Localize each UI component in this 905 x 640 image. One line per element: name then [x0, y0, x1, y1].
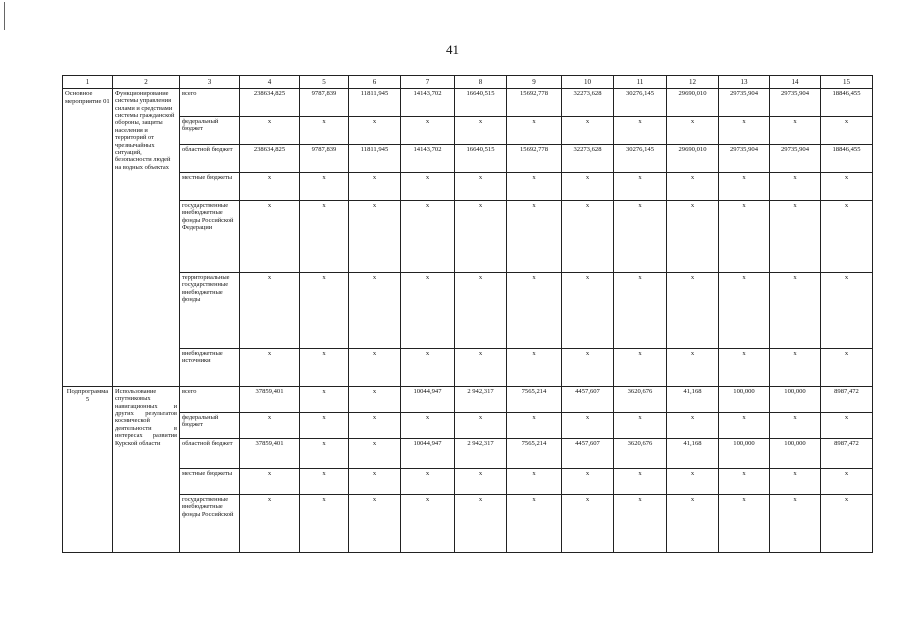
funding-source: федеральный бюджет — [180, 117, 240, 145]
value-cell: х — [562, 117, 614, 145]
value-cell: х — [507, 117, 562, 145]
value-cell: х — [349, 439, 401, 469]
value-cell: х — [349, 173, 401, 201]
value-cell: х — [821, 413, 873, 439]
value-cell: х — [507, 173, 562, 201]
funding-source: внебюджетные источники — [180, 349, 240, 387]
value-cell: х — [614, 495, 667, 553]
column-header-1: 1 — [63, 76, 113, 89]
value-cell: х — [300, 439, 349, 469]
value-cell: х — [562, 273, 614, 349]
table-row — [63, 495, 873, 553]
value-cell: х — [667, 201, 719, 273]
value-cell: х — [300, 117, 349, 145]
value-cell: 29735,904 — [719, 145, 770, 173]
funding-source: всего — [180, 387, 240, 413]
value-cell: 15692,778 — [507, 89, 562, 117]
value-cell: 30276,145 — [614, 89, 667, 117]
value-cell: х — [770, 469, 821, 495]
table-row — [63, 145, 873, 173]
value-cell: х — [719, 469, 770, 495]
value-cell: х — [300, 201, 349, 273]
table-body — [63, 76, 873, 553]
value-cell: 32273,628 — [562, 145, 614, 173]
value-cell: х — [667, 469, 719, 495]
value-cell: х — [507, 349, 562, 387]
value-cell: 41,168 — [667, 387, 719, 413]
funding-table — [62, 75, 873, 553]
value-cell: х — [667, 173, 719, 201]
value-cell: 15692,778 — [507, 145, 562, 173]
value-cell: 16640,515 — [455, 89, 507, 117]
value-cell: х — [349, 117, 401, 145]
value-cell: х — [507, 201, 562, 273]
value-cell: х — [821, 273, 873, 349]
value-cell: х — [770, 495, 821, 553]
column-header-5: 5 — [300, 76, 349, 89]
value-cell: х — [614, 349, 667, 387]
value-cell: х — [401, 469, 455, 495]
table-row — [63, 117, 873, 145]
value-cell: х — [349, 201, 401, 273]
funding-source: местные бюджеты — [180, 469, 240, 495]
value-cell: 9787,839 — [300, 145, 349, 173]
value-cell: х — [300, 173, 349, 201]
column-header-7: 7 — [401, 76, 455, 89]
value-cell: х — [240, 117, 300, 145]
value-cell: 100,000 — [719, 439, 770, 469]
header-row — [63, 76, 873, 89]
funding-source: федеральный бюджет — [180, 413, 240, 439]
value-cell: х — [770, 413, 821, 439]
value-cell: х — [667, 413, 719, 439]
value-cell: 2 942,317 — [455, 439, 507, 469]
page-number: 41 — [446, 42, 459, 57]
table-row — [63, 173, 873, 201]
value-cell: 100,000 — [770, 439, 821, 469]
value-cell: х — [821, 201, 873, 273]
column-header-10: 10 — [562, 76, 614, 89]
value-cell: 8987,472 — [821, 387, 873, 413]
block-code: Подпрограмма 5 — [63, 387, 113, 553]
value-cell: х — [240, 413, 300, 439]
column-header-4: 4 — [240, 76, 300, 89]
value-cell: х — [614, 201, 667, 273]
value-cell: х — [562, 349, 614, 387]
value-cell: х — [667, 349, 719, 387]
value-cell: 4457,607 — [562, 387, 614, 413]
value-cell: х — [401, 413, 455, 439]
value-cell: х — [562, 495, 614, 553]
value-cell: х — [300, 469, 349, 495]
value-cell: 11811,945 — [349, 145, 401, 173]
value-cell: х — [821, 117, 873, 145]
value-cell: 238634,825 — [240, 89, 300, 117]
funding-source: территориальные государственные внебюджетные фонды — [180, 273, 240, 349]
value-cell: х — [455, 273, 507, 349]
value-cell: 14143,702 — [401, 145, 455, 173]
value-cell: х — [821, 469, 873, 495]
table-row — [63, 273, 873, 349]
value-cell: х — [770, 349, 821, 387]
value-cell: х — [667, 273, 719, 349]
value-cell: х — [562, 413, 614, 439]
value-cell: 18846,455 — [821, 89, 873, 117]
value-cell: 7565,214 — [507, 439, 562, 469]
value-cell: х — [455, 495, 507, 553]
value-cell: х — [455, 469, 507, 495]
value-cell: х — [300, 349, 349, 387]
value-cell: 8987,472 — [821, 439, 873, 469]
value-cell: х — [719, 273, 770, 349]
value-cell: 16640,515 — [455, 145, 507, 173]
block-name: Функционирование системы управления силами и средствами системы гражданской обороны, защиты населения и территорий от чрезвычайных ситуаций, безопасности людей на водных объектах — [113, 89, 180, 387]
value-cell: 100,000 — [719, 387, 770, 413]
value-cell: 100,000 — [770, 387, 821, 413]
value-cell: 37859,401 — [240, 387, 300, 413]
value-cell: х — [507, 273, 562, 349]
column-header-12: 12 — [667, 76, 719, 89]
value-cell: х — [240, 495, 300, 553]
column-header-15: 15 — [821, 76, 873, 89]
value-cell: х — [455, 173, 507, 201]
value-cell: х — [349, 495, 401, 553]
value-cell: х — [240, 201, 300, 273]
value-cell: х — [401, 273, 455, 349]
value-cell: 10044,947 — [401, 387, 455, 413]
value-cell: 3620,676 — [614, 387, 667, 413]
value-cell: х — [240, 349, 300, 387]
value-cell: 10044,947 — [401, 439, 455, 469]
value-cell: х — [667, 117, 719, 145]
value-cell: х — [300, 273, 349, 349]
value-cell: 41,168 — [667, 439, 719, 469]
value-cell: х — [770, 201, 821, 273]
value-cell: х — [821, 495, 873, 553]
value-cell: 29735,904 — [770, 145, 821, 173]
table-row — [63, 439, 873, 469]
value-cell: 29690,010 — [667, 145, 719, 173]
value-cell: х — [614, 273, 667, 349]
value-cell: 11811,945 — [349, 89, 401, 117]
funding-source: местные бюджеты — [180, 173, 240, 201]
value-cell: х — [719, 117, 770, 145]
column-header-8: 8 — [455, 76, 507, 89]
value-cell: х — [770, 173, 821, 201]
value-cell: х — [770, 117, 821, 145]
value-cell: 29690,010 — [667, 89, 719, 117]
column-header-2: 2 — [113, 76, 180, 89]
column-header-9: 9 — [507, 76, 562, 89]
column-header-14: 14 — [770, 76, 821, 89]
value-cell: х — [614, 173, 667, 201]
value-cell: 29735,904 — [719, 89, 770, 117]
value-cell: х — [349, 349, 401, 387]
value-cell: х — [667, 495, 719, 553]
value-cell: 3620,676 — [614, 439, 667, 469]
value-cell: х — [300, 495, 349, 553]
value-cell: 238634,825 — [240, 145, 300, 173]
funding-source: государственные внебюджетные фонды Российской Федерации — [180, 201, 240, 273]
value-cell: х — [240, 273, 300, 349]
value-cell: х — [614, 413, 667, 439]
column-header-3: 3 — [180, 76, 240, 89]
funding-source: областной бюджет — [180, 145, 240, 173]
value-cell: 37859,401 — [240, 439, 300, 469]
value-cell: х — [562, 173, 614, 201]
value-cell: х — [719, 495, 770, 553]
block-code: Основное мероприятие 01 — [63, 89, 113, 387]
value-cell: х — [401, 201, 455, 273]
value-cell: 7565,214 — [507, 387, 562, 413]
value-cell: х — [300, 387, 349, 413]
column-header-6: 6 — [349, 76, 401, 89]
column-header-13: 13 — [719, 76, 770, 89]
value-cell: 30276,145 — [614, 145, 667, 173]
value-cell: х — [349, 273, 401, 349]
value-cell: 4457,607 — [562, 439, 614, 469]
value-cell: х — [770, 273, 821, 349]
funding-source: государственные внебюджетные фонды Российской — [180, 495, 240, 553]
value-cell: х — [562, 201, 614, 273]
value-cell: х — [507, 469, 562, 495]
value-cell: х — [719, 413, 770, 439]
value-cell: х — [507, 495, 562, 553]
value-cell: х — [455, 413, 507, 439]
value-cell: 2 942,317 — [455, 387, 507, 413]
value-cell: х — [240, 469, 300, 495]
table-row — [63, 469, 873, 495]
value-cell: х — [455, 117, 507, 145]
value-cell: х — [719, 173, 770, 201]
table-row — [63, 387, 873, 413]
table-row — [63, 89, 873, 117]
value-cell: х — [614, 117, 667, 145]
value-cell: х — [719, 201, 770, 273]
value-cell: х — [401, 173, 455, 201]
value-cell: х — [821, 173, 873, 201]
value-cell: 32273,628 — [562, 89, 614, 117]
value-cell: х — [455, 349, 507, 387]
value-cell: х — [349, 413, 401, 439]
value-cell: х — [562, 469, 614, 495]
value-cell: 18846,455 — [821, 145, 873, 173]
value-cell: х — [401, 495, 455, 553]
table-row — [63, 413, 873, 439]
value-cell: х — [401, 349, 455, 387]
table-row — [63, 349, 873, 387]
value-cell: х — [401, 117, 455, 145]
value-cell: х — [240, 173, 300, 201]
value-cell: х — [455, 201, 507, 273]
value-cell: 9787,839 — [300, 89, 349, 117]
scan-edge-mark — [4, 2, 5, 30]
table-row — [63, 201, 873, 273]
value-cell: х — [821, 349, 873, 387]
value-cell: х — [300, 413, 349, 439]
value-cell: 14143,702 — [401, 89, 455, 117]
column-header-11: 11 — [614, 76, 667, 89]
funding-source: областной бюджет — [180, 439, 240, 469]
value-cell: х — [614, 469, 667, 495]
value-cell: 29735,904 — [770, 89, 821, 117]
value-cell: х — [349, 469, 401, 495]
funding-source: всего — [180, 89, 240, 117]
value-cell: х — [349, 387, 401, 413]
value-cell: х — [507, 413, 562, 439]
block-name: Использование спутниковых навигационных и других результатов космической деятельности в интересах развития Курской области — [113, 387, 180, 553]
value-cell: х — [719, 349, 770, 387]
